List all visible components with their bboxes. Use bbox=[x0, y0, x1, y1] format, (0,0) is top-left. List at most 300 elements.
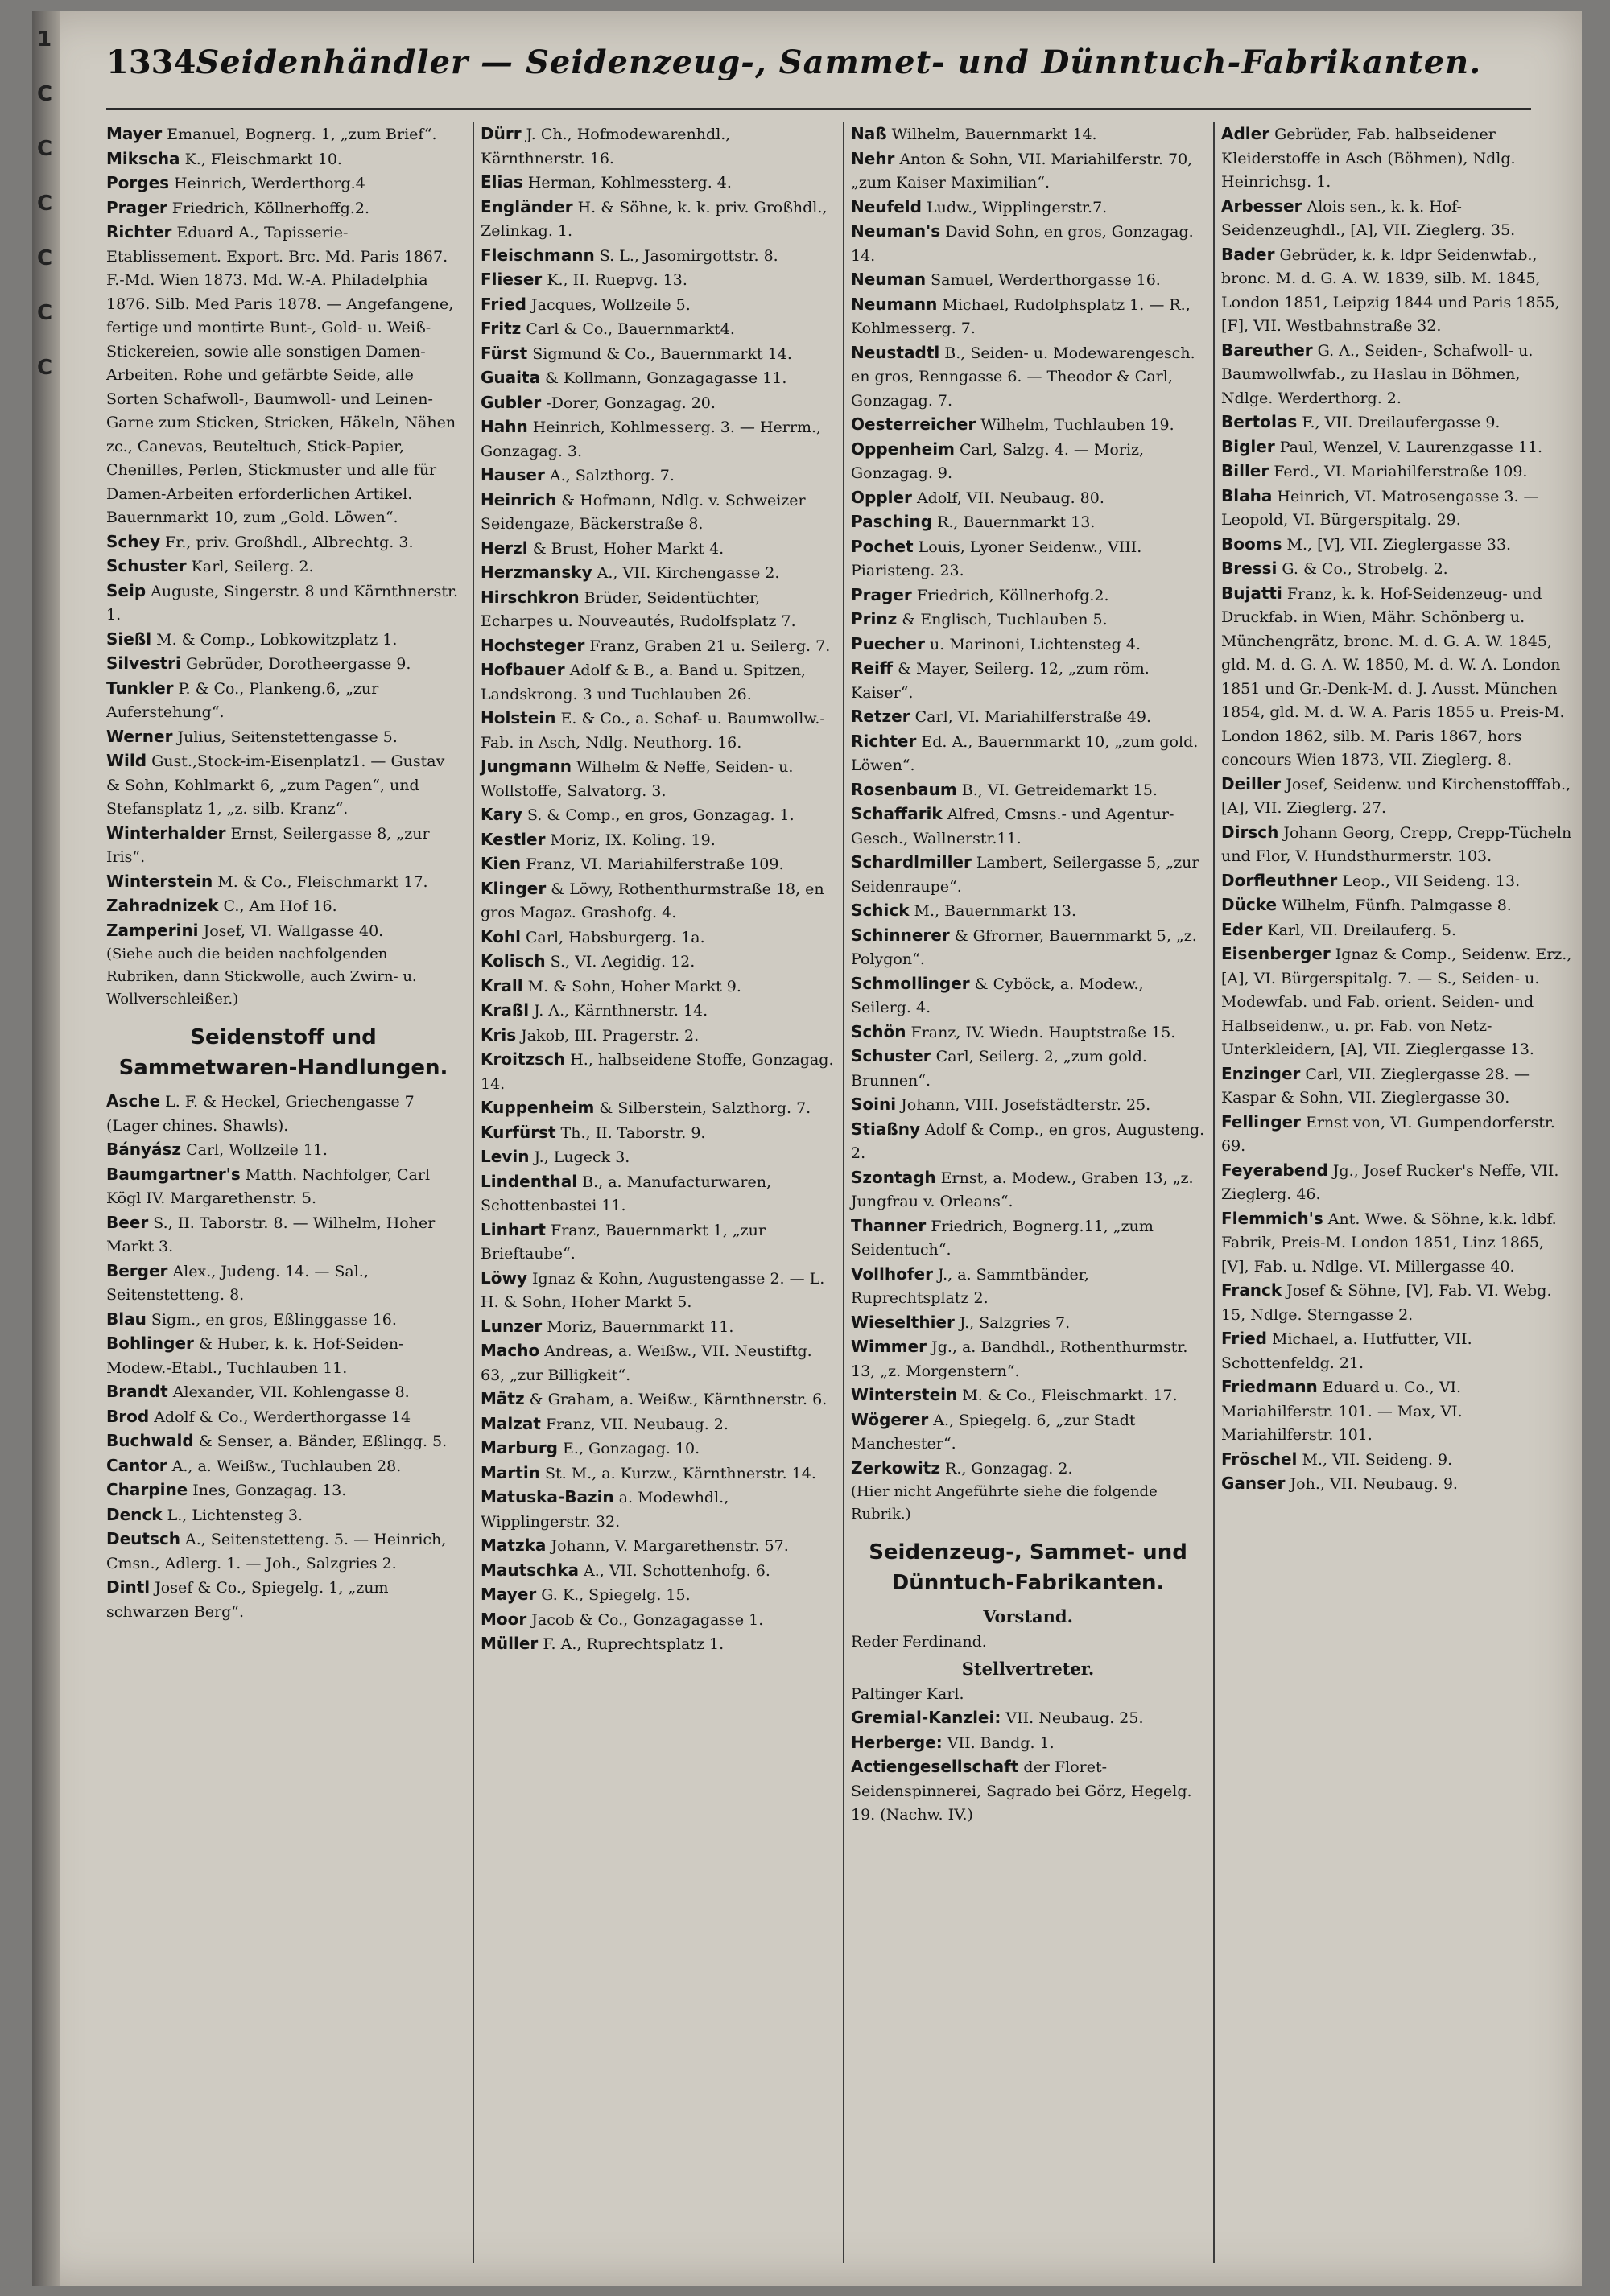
directory-entry bbox=[851, 583, 1205, 608]
entry-details: A., Seitenstetteng. 5. — Heinrich, Cmsn., Adlerg. 1. — Joh., Salzgries 2. bbox=[106, 1531, 447, 1573]
entry-name: Dürr bbox=[481, 124, 522, 143]
entry-details: Leop., VII Seideng. 13. bbox=[1337, 872, 1521, 890]
entry-name: Silvestri bbox=[106, 653, 181, 673]
rubric-note: (Hier nicht Angeführte siehe die folgende Rubrik.) bbox=[851, 1483, 1158, 1523]
columns bbox=[106, 122, 1572, 2263]
entry-name: Zerkowitz bbox=[851, 1457, 940, 1478]
entry-name: Booms bbox=[1221, 534, 1282, 554]
entry-details: Samuel, Werderthorgasse 16. bbox=[926, 271, 1161, 289]
entry-details: Wilhelm & Neffe, Seiden- u. Wollstoffe, Salvatorg. 3. bbox=[481, 758, 794, 800]
directory-entry bbox=[1221, 195, 1575, 243]
entry-name: Kien bbox=[481, 854, 522, 873]
entry-details: J. A., Kärnthnerstr. 14. bbox=[529, 1002, 708, 1020]
directory-entry bbox=[851, 1020, 1205, 1045]
entry-details: Friedrich, Köllnerhoffg.2. bbox=[167, 199, 370, 217]
entry-details: M., VII. Seideng. 9. bbox=[1297, 1450, 1453, 1469]
entry-name: Schuster bbox=[106, 556, 187, 575]
entry-name: Oppenheim bbox=[851, 439, 955, 459]
entry-details: A., VII. Kirchengasse 2. bbox=[592, 564, 780, 582]
entry-name: Arbesser bbox=[1221, 196, 1302, 216]
entry-details: J., Salzgries 7. bbox=[954, 1313, 1071, 1332]
entry-details: Matth. Nachfolger, Carl Kögl IV. Margarethenstr. 5. bbox=[106, 1165, 431, 1207]
directory-entry bbox=[106, 1090, 460, 1138]
entry-name: Richter bbox=[106, 222, 172, 241]
entry-details: & Huber, k. k. Hof-Seiden-Modew.-Etabl., Tuchlauben 11. bbox=[106, 1335, 404, 1377]
directory-entry bbox=[851, 1118, 1205, 1166]
entry-details: Moriz, Bauernmarkt 11. bbox=[542, 1317, 734, 1336]
entry-details: & Mayer, Seilerg. 12, „zum röm. Kaiser“. bbox=[851, 660, 1150, 702]
column-2-entries bbox=[481, 122, 835, 1657]
entry-details: & Brust, Hoher Markt 4. bbox=[527, 539, 724, 558]
entry-details: Herman, Kohlmessterg. 4. bbox=[522, 174, 732, 192]
entry-name: Beer bbox=[106, 1212, 149, 1232]
entry-name: Blaha bbox=[1221, 485, 1273, 505]
entry-name: Thanner bbox=[851, 1215, 927, 1235]
column-2 bbox=[473, 122, 835, 2263]
directory-entry bbox=[106, 1259, 460, 1308]
entry-name: Levin bbox=[481, 1147, 530, 1166]
stellvertreter-label: Stellvertreter. bbox=[961, 1659, 1095, 1679]
entry-name: Elias bbox=[481, 172, 523, 192]
entry-name: Guaita bbox=[481, 368, 541, 387]
entry-details: Ernst, Seilergasse 8, „zur Iris“. bbox=[106, 824, 430, 866]
entry-details: Johann Georg, Crepp, Crepp-Tücheln und Flor, V. Hundsthurmerstr. 103. bbox=[1221, 823, 1572, 865]
entry-details: G. K., Spiegelg. 15. bbox=[536, 1586, 691, 1604]
directory-entry bbox=[1221, 557, 1575, 582]
entry-name: Friedmann bbox=[1221, 1377, 1318, 1396]
directory-entry bbox=[481, 244, 835, 269]
directory-entry bbox=[851, 851, 1205, 899]
entry-details: Alfred, Cmsns.- und Agentur-Gesch., Wallnerstr.11. bbox=[851, 806, 1174, 847]
directory-entry bbox=[481, 1437, 835, 1461]
entry-details: Carl, Salzg. 4. — Moriz, Gonzagag. 9. bbox=[851, 440, 1145, 482]
entry-name: Gubler bbox=[481, 392, 542, 412]
directory-entry bbox=[106, 1138, 460, 1163]
entry-name: Schuster bbox=[851, 1046, 931, 1066]
entry-details: Adolf & B., a. Band u. Spitzen, Landskrong. 3 und Tuchlauben 26. bbox=[481, 662, 807, 703]
entry-details: B., a. Manufacturwaren, Schottenbastei 11. bbox=[481, 1173, 772, 1214]
directory-entry bbox=[106, 1478, 460, 1503]
entry-details: Adolf & Comp., en gros, Augusteng. 2. bbox=[851, 1120, 1205, 1162]
entry-details: Ignaz & Comp., Seidenw. Erz., [A], VI. Bürgerspitalg. 7. — S., Seiden- u. Modewfab. und Fab. orient. Seiden- und Halbseidenw., u. pr. Fab. von Netz-Unterkleidern, [A], VII. Zieglergasse 13. bbox=[1221, 946, 1572, 1058]
directory-entry bbox=[1221, 918, 1575, 943]
entry-details: M. & Co., Fleischmarkt. 17. bbox=[957, 1387, 1178, 1404]
entry-details: Johann, V. Margarethenstr. 57. bbox=[546, 1537, 789, 1555]
section-title-fabrikanten: Seidenzeug-, Sammet- und Dünntuch-Fabrikanten. bbox=[869, 1540, 1187, 1595]
entry-name: Mayer bbox=[481, 1585, 537, 1604]
directory-entry bbox=[106, 822, 460, 870]
entry-name: Schmollinger bbox=[851, 973, 970, 993]
entry-name: Rosenbaum bbox=[851, 779, 957, 799]
directory-entry bbox=[481, 1534, 835, 1559]
column-4-entries bbox=[1221, 122, 1575, 1497]
entry-details: Anton & Sohn, VII. Mariahilferstr. 70, „zum Kaiser Maximilian“. bbox=[851, 150, 1193, 192]
entry-details: Johann, VIII. Josefstädterstr. 25. bbox=[896, 1096, 1151, 1114]
entry-details: Friedrich, Bognerg.11, „zum Seidentuch“. bbox=[851, 1217, 1154, 1259]
entry-details: A., Salzthorg. 7. bbox=[544, 467, 675, 484]
stellvertreter-name: Paltinger Karl. bbox=[851, 1684, 964, 1703]
entry-details: Franz, VII. Neubaug. 2. bbox=[540, 1415, 729, 1433]
directory-entry bbox=[1221, 1448, 1575, 1473]
entry-name: Fröschel bbox=[1221, 1449, 1298, 1469]
directory-entry bbox=[481, 1632, 835, 1657]
entry-name: Fritz bbox=[481, 319, 522, 338]
directory-entry bbox=[851, 413, 1205, 438]
directory-entry bbox=[851, 899, 1205, 924]
entry-name: Szontagh bbox=[851, 1167, 936, 1187]
entry-name: Werner bbox=[106, 726, 173, 746]
directory-entry bbox=[106, 1405, 460, 1430]
directory-entry bbox=[481, 852, 835, 877]
entry-name: Brandt bbox=[106, 1382, 168, 1401]
directory-entry bbox=[851, 341, 1205, 414]
entry-name: Kurfürst bbox=[481, 1122, 556, 1142]
directory-entry bbox=[106, 554, 460, 579]
entry-details: Carl, VII. Zieglergasse 28. — Kaspar & Sohn, VII. Zieglergasse 30. bbox=[1221, 1065, 1530, 1107]
entry-details: E. & Co., a. Schaf- u. Baumwollw.-Fab. in Asch, Ndlg. Neuthorg. 16. bbox=[481, 710, 825, 752]
directory-entry bbox=[851, 1335, 1205, 1383]
entry-name: Eder bbox=[1221, 919, 1263, 939]
binding-edge bbox=[32, 11, 60, 2286]
directory-entry bbox=[1221, 533, 1575, 558]
page-title: Seidenhändler — Seidenzeug-, Sammet- und Dünntuch-Fabrikanten. bbox=[196, 43, 1482, 81]
entry-name: Löwy bbox=[481, 1268, 527, 1288]
directory-entry bbox=[1221, 821, 1575, 869]
entry-details: Gebrüder, Fab. halbseidener Kleiderstoffe in Asch (Böhmen), Ndlg. Heinrichsg. 1. bbox=[1221, 126, 1516, 191]
entry-details: A., a. Weißw., Tuchlauben 28. bbox=[167, 1457, 402, 1475]
entry-details: & Kollmann, Gonzagagasse 11. bbox=[540, 369, 787, 387]
entry-name: Adler bbox=[1221, 124, 1270, 143]
entry-details: A., Spiegelg. 6, „zur Stadt Manchester“. bbox=[851, 1411, 1136, 1453]
entry-name: Holstein bbox=[481, 708, 556, 728]
entry-name: Flieser bbox=[481, 270, 543, 289]
entry-details: H., halbseidene Stoffe, Gonzagag. 14. bbox=[481, 1051, 834, 1093]
entry-name: Kris bbox=[481, 1024, 517, 1045]
entry-details: S., VI. Aegidig. 12. bbox=[545, 953, 696, 971]
entry-name: Reiff bbox=[851, 658, 894, 678]
directory-entry bbox=[106, 677, 460, 725]
directory-entry bbox=[851, 802, 1205, 851]
directory-entry bbox=[481, 293, 835, 318]
entry-name: Zahradnizek bbox=[106, 896, 219, 915]
directory-entry bbox=[481, 1096, 835, 1121]
directory-entry bbox=[481, 366, 835, 391]
entry-details: Joh., VII. Neubaug. 9. bbox=[1285, 1475, 1458, 1493]
directory-entry bbox=[1221, 339, 1575, 411]
entry-name: Flemmich's bbox=[1221, 1208, 1323, 1228]
entry-name: Marburg bbox=[481, 1438, 558, 1457]
entry-details: & Hofmann, Ndlg. v. Schweizer Seidengaze, Bäckerstraße 8. bbox=[481, 491, 806, 533]
edge-letter: C bbox=[37, 82, 53, 106]
entry-name: Dintl bbox=[106, 1577, 151, 1597]
entry-details: Franz, k. k. Hof-Seidenzeug- und Druckfab. in Wien, Mähr. Schönberg u. Münchengrätz, bronc. M. d. G. A. W. 1845, gld. M. d. G. A. W. 1850, M. d. W. A. London 1851 und Gr.-Denk-M. d. J. Ausst. München 1854, gld. M. d. W. A. Paris 1855 u. Preis-M. London 1862, silb. M. Paris 1867, hors concours Wien 1873, VII. Zieglerg. 8. bbox=[1221, 584, 1565, 769]
entry-details: Carl, VI. Mariahilferstraße 49. bbox=[910, 708, 1152, 726]
directory-entry bbox=[481, 828, 835, 853]
entry-name: Kraßl bbox=[481, 1000, 530, 1020]
directory-entry bbox=[481, 1048, 835, 1096]
entry-name: Fried bbox=[481, 294, 526, 314]
directory-entry bbox=[106, 749, 460, 822]
entry-details: Wilhelm, Bauernmarkt 14. bbox=[886, 126, 1097, 143]
entry-name: Sießl bbox=[106, 629, 152, 649]
entry-details: M., [V], VII. Zieglergasse 33. bbox=[1282, 535, 1512, 554]
column-3-guild-entries bbox=[851, 1706, 1205, 1828]
directory-entry bbox=[106, 870, 460, 895]
entry-details: VII. Bandg. 1. bbox=[942, 1733, 1055, 1752]
entry-details: Franz, Bauernmarkt 1, „zur Brieftaube“. bbox=[481, 1221, 766, 1263]
entry-details: Eduard u. Co., VI. Mariahilferstr. 101. — Max, VI. Mariahilferstr. 101. bbox=[1221, 1379, 1463, 1444]
entry-name: Bohlinger bbox=[106, 1333, 194, 1353]
entry-name: Fürst bbox=[481, 343, 528, 363]
entry-name: Hirschkron bbox=[481, 587, 580, 607]
directory-entry bbox=[1221, 1375, 1575, 1448]
entry-details: Karl, VII. Dreilauferg. 5. bbox=[1262, 921, 1457, 939]
entry-details: Carl, Habsburgerg. 1a. bbox=[520, 928, 705, 946]
directory-entry bbox=[481, 537, 835, 562]
entry-details: David Sohn, en gros, Gonzagag. 14. bbox=[851, 223, 1194, 265]
entry-details: Carl & Co., Bauernmarkt4. bbox=[521, 320, 735, 338]
entry-details: Gebrüder, k. k. ldpr Seidenwfab., bronc. M. d. G. A. W. 1839, silb. M. 1845, London 1851, Leipzig 1844 und Paris 1855, [F], VII. Westbahnstraße 32. bbox=[1221, 245, 1560, 335]
entry-details: Adolf & Co., Werderthorgasse 14 bbox=[149, 1408, 411, 1426]
entry-details: Louis, Lyoner Seidenw., VIII. Piaristeng. 23. bbox=[851, 538, 1142, 579]
directory-entry bbox=[106, 1211, 460, 1259]
directory-entry bbox=[481, 1608, 835, 1633]
entry-details: Ernst von, VI. Gumpendorferstr. 69. bbox=[1221, 1113, 1555, 1155]
directory-entry bbox=[851, 705, 1205, 730]
entry-details: Auguste, Singerstr. 8 und Kärnthnerstr. 1. bbox=[106, 582, 459, 624]
entry-details: St. M., a. Kurzw., Kärnthnerstr. 14. bbox=[539, 1464, 816, 1482]
entry-name: Wild bbox=[106, 751, 147, 770]
entry-details: L., Lichtensteg 3. bbox=[162, 1506, 303, 1524]
entry-name: Lunzer bbox=[481, 1316, 543, 1336]
entry-name: Kroitzsch bbox=[481, 1049, 566, 1069]
directory-entry bbox=[1221, 1159, 1575, 1207]
entry-details: R., Bauernmarkt 13. bbox=[932, 513, 1096, 531]
edge-letter: C bbox=[37, 137, 53, 161]
entry-name: Enzinger bbox=[1221, 1063, 1301, 1083]
directory-entry bbox=[481, 999, 835, 1024]
directory-entry bbox=[106, 652, 460, 677]
directory-entry bbox=[481, 317, 835, 342]
entry-details: Karl, Seilerg. 2. bbox=[186, 558, 314, 575]
entry-details: Josef & Söhne, [V], Fab. VI. Webg. 15, Ndlge. Sterngasse 2. bbox=[1221, 1282, 1552, 1324]
directory-entry bbox=[851, 510, 1205, 535]
entry-name: Franck bbox=[1221, 1280, 1282, 1300]
entry-details: Jg., a. Bandhdl., Rothenthurmstr. 13, „z. Morgenstern“. bbox=[851, 1338, 1188, 1380]
directory-entry bbox=[106, 579, 460, 628]
edge-letter: C bbox=[37, 246, 53, 270]
entry-details: G. & Co., Strobelg. 2. bbox=[1277, 560, 1448, 578]
entry-details: Wilhelm, Tuchlauben 19. bbox=[976, 416, 1174, 434]
directory-entry bbox=[481, 1170, 835, 1218]
entry-name: Schön bbox=[851, 1021, 906, 1041]
directory-entry bbox=[851, 730, 1205, 778]
entry-name: Wieselthier bbox=[851, 1312, 955, 1332]
entry-name: Baumgartner's bbox=[106, 1164, 241, 1184]
directory-entry bbox=[1221, 243, 1575, 339]
entry-details: Carl, Wollzeile 11. bbox=[181, 1141, 328, 1159]
directory-entry bbox=[851, 1408, 1205, 1457]
entry-name: Ganser bbox=[1221, 1474, 1286, 1493]
directory-entry bbox=[106, 1380, 460, 1405]
entry-details: Franz, VI. Mariahilferstraße 109. bbox=[521, 855, 784, 873]
entry-name: Schinnerer bbox=[851, 925, 950, 945]
entry-name: Puecher bbox=[851, 633, 925, 653]
entry-details: Ant. Wwe. & Söhne, k.k. ldbf. Fabrik, Preis-M. London 1851, Linz 1865, [V], Fab. u. Ndlge. VI. Millergasse 40. bbox=[1221, 1210, 1557, 1276]
entry-name: Lindenthal bbox=[481, 1171, 578, 1191]
directory-entry bbox=[851, 924, 1205, 972]
entry-name: Dorfleuthner bbox=[1221, 870, 1338, 890]
entry-name: Fleischmann bbox=[481, 245, 595, 265]
entry-details: & Löwy, Rothenthurmstraße 18, en gros Magaz. Grashofg. 4. bbox=[481, 880, 824, 921]
directory-entry bbox=[481, 975, 835, 1000]
entry-details: Lambert, Seilergasse 5, „zur Seidenraupe“. bbox=[851, 854, 1199, 896]
directory-entry bbox=[1221, 942, 1575, 1062]
directory-entry bbox=[1221, 460, 1575, 484]
entry-details: J. Ch., Hofmodewarenhdl., Kärnthnerstr. 16. bbox=[481, 126, 731, 167]
entry-name: Dirsch bbox=[1221, 822, 1279, 842]
entry-details: S. L., Jasomirgottstr. 8. bbox=[594, 246, 778, 265]
directory-entry bbox=[851, 1457, 1205, 1482]
entry-details: & Englisch, Tuchlauben 5. bbox=[897, 611, 1108, 629]
directory-entry bbox=[481, 634, 835, 659]
entry-details: Wilhelm, Fünfh. Palmgasse 8. bbox=[1277, 897, 1512, 914]
entry-details: Heinrich, Kohlmesserg. 3. — Herrm., Gonzagag. 3. bbox=[481, 418, 822, 460]
entry-details: & Graham, a. Weißw., Kärnthnerstr. 6. bbox=[524, 1391, 828, 1408]
section-title-seidenstoff: Seidenstoff und Sammetwaren-Handlungen. bbox=[118, 1025, 448, 1080]
entry-details: Gust.,Stock-im-Eisenplatz1. — Gustav & Sohn, Kohlmarkt 6, „zum Pagen“, und Stefansplatz 1, „z. silb. Kranz“. bbox=[106, 752, 445, 818]
directory-entry bbox=[851, 1093, 1205, 1118]
directory-entry bbox=[481, 950, 835, 975]
entry-name: Neumann bbox=[851, 294, 938, 314]
directory-entry bbox=[851, 196, 1205, 221]
entry-details: K., II. Ruepvg. 13. bbox=[542, 271, 687, 289]
directory-entry bbox=[851, 486, 1205, 511]
entry-details: J., Lugeck 3. bbox=[529, 1148, 630, 1166]
entry-name: Krall bbox=[481, 975, 523, 995]
entry-name: Müller bbox=[481, 1634, 539, 1653]
edge-letter: C bbox=[37, 192, 53, 216]
directory-entry bbox=[851, 1311, 1205, 1336]
entry-details: M. & Sohn, Hoher Markt 9. bbox=[522, 977, 741, 995]
directory-entry bbox=[851, 633, 1205, 657]
entry-details: S., II. Taborstr. 8. — Wilhelm, Hoher Markt 3. bbox=[106, 1214, 436, 1255]
entry-name: Actiengesellschaft bbox=[851, 1757, 1019, 1776]
cross-reference-note: (Siehe auch die beiden nachfolgenden Rubriken, dann Stickwolle, auch Zwirn- u. Wollverschleißer.) bbox=[106, 946, 417, 1008]
directory-entry bbox=[481, 755, 835, 803]
entry-details: Sigmund & Co., Bauernmarkt 14. bbox=[527, 344, 792, 363]
directory-entry bbox=[481, 391, 835, 416]
entry-name: Oppler bbox=[851, 487, 912, 507]
directory-entry bbox=[1221, 893, 1575, 918]
entry-details: C., Am Hof 16. bbox=[218, 897, 337, 915]
entry-name: Bader bbox=[1221, 244, 1275, 264]
directory-entry bbox=[1221, 869, 1575, 894]
directory-entry bbox=[481, 1486, 835, 1534]
entry-name: Mikscha bbox=[106, 148, 180, 168]
directory-entry bbox=[481, 196, 835, 244]
entry-name: Hofbauer bbox=[481, 660, 565, 679]
directory-entry bbox=[851, 220, 1205, 268]
page-header bbox=[106, 26, 1482, 98]
entry-details: Ignaz & Kohn, Augustengasse 2. — L. H. & Sohn, Hoher Markt 5. bbox=[481, 1269, 825, 1311]
entry-name: Schick bbox=[851, 901, 910, 920]
entry-name: Charpine bbox=[106, 1480, 188, 1499]
column-3-entries bbox=[851, 122, 1205, 1481]
directory-entry bbox=[106, 196, 460, 221]
entry-name: Nehr bbox=[851, 148, 895, 168]
entry-name: Berger bbox=[106, 1260, 168, 1280]
entry-name: Richter bbox=[851, 731, 917, 751]
entry-name: Fried bbox=[1221, 1329, 1267, 1348]
entry-name: Retzer bbox=[851, 707, 910, 726]
entry-name: Winterstein bbox=[106, 871, 213, 891]
directory-entry bbox=[481, 1121, 835, 1146]
entry-details: Th., II. Taborstr. 9. bbox=[555, 1123, 706, 1142]
directory-entry bbox=[481, 1218, 835, 1267]
entry-details: K., Fleischmarkt 10. bbox=[180, 150, 342, 168]
directory-entry bbox=[481, 464, 835, 488]
entry-name: Pochet bbox=[851, 536, 914, 556]
directory-entry bbox=[481, 1267, 835, 1315]
directory-entry bbox=[481, 1583, 835, 1608]
entry-name: Bujatti bbox=[1221, 583, 1282, 603]
entry-name: Herzl bbox=[481, 538, 528, 558]
directory-entry bbox=[481, 1559, 835, 1584]
entry-details: Ludw., Wipplingerstr.7. bbox=[921, 198, 1108, 216]
entry-name: Neuman's bbox=[851, 221, 941, 241]
entry-details: A., VII. Schottenhofg. 6. bbox=[579, 1561, 770, 1580]
entry-name: Gremial-Kanzlei: bbox=[851, 1708, 1001, 1727]
entry-name: Kuppenheim bbox=[481, 1098, 595, 1117]
edge-letter: 1 bbox=[37, 27, 52, 52]
entry-name: Neuman bbox=[851, 270, 927, 289]
directory-entry bbox=[106, 1429, 460, 1454]
directory-entry bbox=[851, 147, 1205, 196]
entry-name: Naß bbox=[851, 124, 887, 143]
entry-name: Kary bbox=[481, 805, 522, 824]
entry-name: Linhart bbox=[481, 1219, 546, 1239]
directory-entry bbox=[1221, 122, 1575, 195]
entry-details: Gebrüder, Dorotheergasse 9. bbox=[180, 655, 411, 673]
entry-name: Bányász bbox=[106, 1140, 182, 1159]
entry-details: M. & Comp., Lobkowitzplatz 1. bbox=[151, 630, 398, 649]
entry-name: Cantor bbox=[106, 1455, 167, 1475]
directory-entry bbox=[1221, 1472, 1575, 1497]
directory-entry bbox=[106, 894, 460, 919]
directory-entry bbox=[1221, 582, 1575, 773]
directory-entry bbox=[1221, 773, 1575, 821]
entry-name: Hahn bbox=[481, 417, 528, 436]
entry-details: R., Gonzagag. 2. bbox=[939, 1459, 1073, 1478]
entry-details: J., a. Sammtbänder, Ruprechtsplatz 2. bbox=[851, 1265, 1089, 1307]
directory-entry bbox=[481, 122, 835, 171]
directory-entry bbox=[851, 268, 1205, 293]
directory-entry bbox=[106, 628, 460, 653]
directory-entry bbox=[851, 293, 1205, 341]
directory-entry bbox=[851, 438, 1205, 486]
entry-name: Deiller bbox=[1221, 773, 1282, 794]
column-1-section-entries bbox=[106, 1090, 460, 1624]
entry-name: Porges bbox=[106, 173, 170, 192]
entry-details: u. Marinoni, Lichtensteg 4. bbox=[924, 635, 1141, 653]
directory-entry bbox=[1221, 435, 1575, 460]
directory-entry bbox=[106, 725, 460, 750]
entry-name: Tunkler bbox=[106, 678, 174, 698]
entry-details: Franz, Graben 21 u. Seilerg. 7. bbox=[584, 637, 831, 655]
directory-entry bbox=[481, 877, 835, 925]
directory-entry bbox=[851, 1166, 1205, 1214]
